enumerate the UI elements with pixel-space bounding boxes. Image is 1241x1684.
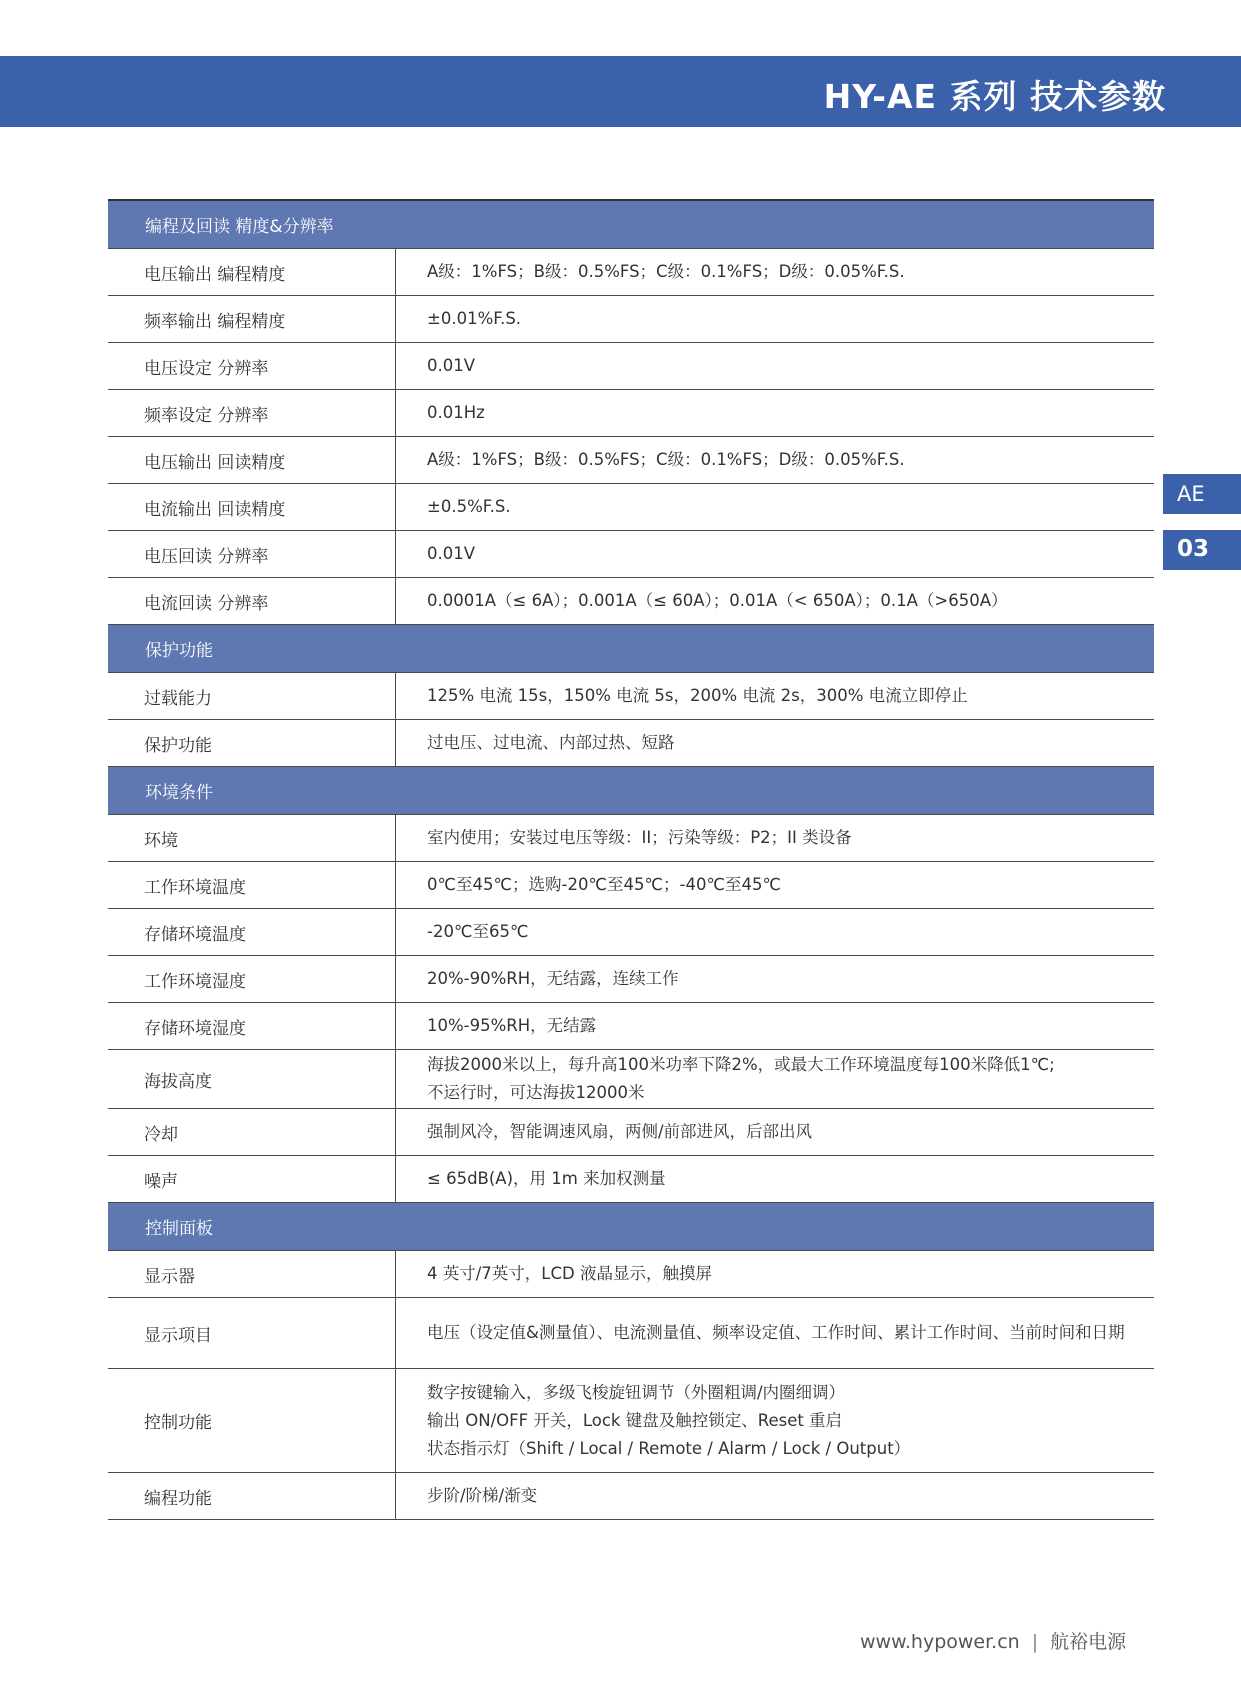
section-title: 环境条件 — [145, 783, 213, 803]
table-row — [108, 1050, 1154, 1109]
row-value — [396, 1156, 1154, 1202]
table-row — [108, 1473, 1154, 1520]
table-row — [108, 720, 1154, 767]
row-value-line: ≤ 65dB(A)，用 1m 来加权测量 — [427, 1169, 666, 1188]
row-value-line: 0.0001A（≤ 6A）；0.001A（≤ 60A）；0.01A（< 650A）；0.1A（>650A） — [427, 591, 1008, 610]
row-value — [396, 1251, 1154, 1297]
table-row — [108, 343, 1154, 390]
table-row — [108, 1109, 1154, 1156]
table-row — [108, 1251, 1154, 1298]
side-tab-series[interactable] — [1163, 474, 1241, 514]
row-value-line: ±0.01%F.S. — [427, 309, 522, 328]
row-value-line: 室内使用；安装过电压等级：II；污染等级：P2；II 类设备 — [427, 828, 852, 847]
row-value — [396, 1003, 1154, 1049]
row-value — [396, 484, 1154, 530]
table-row — [108, 1156, 1154, 1203]
row-value — [396, 1369, 1154, 1472]
row-value — [396, 1050, 1154, 1108]
row-label: 频率设定 分辨率 — [108, 390, 396, 436]
table-row — [108, 249, 1154, 296]
row-value-line: A级：1%FS；B级：0.5%FS；C级：0.1%FS；D级：0.05%F.S. — [427, 262, 905, 281]
row-value — [396, 673, 1154, 719]
row-value-line: 状态指示灯（Shift / Local / Remote / Alarm / Lock / Output） — [427, 1438, 911, 1458]
table-row — [108, 1369, 1154, 1473]
section-header — [108, 201, 1154, 249]
header-banner — [0, 56, 1241, 127]
row-value — [396, 343, 1154, 389]
side-tab-page[interactable] — [1163, 530, 1241, 570]
row-label: 工作环境温度 — [108, 862, 396, 908]
row-value — [396, 249, 1154, 295]
footer-website[interactable]: www.hypower.cn — [860, 1631, 1020, 1653]
row-label: 电流回读 分辨率 — [108, 578, 396, 624]
row-label: 电流输出 回读精度 — [108, 484, 396, 530]
table-row — [108, 531, 1154, 578]
row-value-line: ±0.5%F.S. — [427, 497, 511, 516]
section-header — [108, 1203, 1154, 1251]
row-value — [396, 720, 1154, 766]
row-label: 频率输出 编程精度 — [108, 296, 396, 342]
row-label: 海拔高度 — [108, 1050, 396, 1108]
row-value — [396, 909, 1154, 955]
row-value — [396, 956, 1154, 1002]
row-value-line: 不运行时，可达海拔12000米 — [427, 1083, 645, 1102]
footer-company: 航裕电源 — [1050, 1631, 1127, 1653]
row-label: 冷却 — [108, 1109, 396, 1155]
section-title: 编程及回读 精度&分辨率 — [145, 217, 334, 237]
spec-table — [108, 199, 1154, 1520]
row-label: 噪声 — [108, 1156, 396, 1202]
row-value-line: 强制风冷，智能调速风扇，两侧/前部进风，后部出风 — [427, 1122, 813, 1141]
section-title: 保护功能 — [145, 641, 213, 661]
table-row — [108, 1298, 1154, 1369]
table-row — [108, 815, 1154, 862]
row-value-line: 0℃至45℃；选购-20℃至45℃；-40℃至45℃ — [427, 875, 782, 894]
row-value — [396, 1298, 1154, 1368]
table-row — [108, 956, 1154, 1003]
row-label: 存储环境湿度 — [108, 1003, 396, 1049]
row-label: 保护功能 — [108, 720, 396, 766]
row-value-line: 步阶/阶梯/渐变 — [427, 1486, 538, 1505]
table-row — [108, 296, 1154, 343]
row-value-line: 输出 ON/OFF 开关，Lock 键盘及触控锁定、Reset 重启 — [427, 1410, 843, 1430]
row-value-line: 10%-95%RH，无结露 — [427, 1016, 597, 1035]
table-row — [108, 578, 1154, 625]
row-value — [396, 531, 1154, 577]
section-title: 控制面板 — [145, 1219, 213, 1239]
row-value-line: 海拔2000米以上，每升高100米功率下降2%，或最大工作环境温度每100米降低1℃; — [427, 1055, 1055, 1074]
page-title: HY-AE 系列 技术参数 — [823, 77, 1166, 116]
row-value — [396, 390, 1154, 436]
row-value — [396, 1109, 1154, 1155]
table-row — [108, 484, 1154, 531]
table-row — [108, 390, 1154, 437]
table-row — [108, 673, 1154, 720]
section-header — [108, 625, 1154, 673]
row-label: 显示项目 — [108, 1298, 396, 1368]
row-value-line: 电压（设定值&测量值）、电流测量值、频率设定值、工作时间、累计工作时间、当前时间和日期 — [427, 1323, 1125, 1342]
row-label: 电压设定 分辨率 — [108, 343, 396, 389]
row-label: 控制功能 — [108, 1369, 396, 1472]
table-row — [108, 1003, 1154, 1050]
row-value-line: 4 英寸/7英寸，LCD 液晶显示，触摸屏 — [427, 1264, 712, 1283]
row-value-line: 0.01V — [427, 356, 476, 375]
footer — [860, 1627, 1126, 1654]
row-value-line: -20℃至65℃ — [427, 922, 529, 941]
row-label: 过载能力 — [108, 673, 396, 719]
row-label: 电压输出 编程精度 — [108, 249, 396, 295]
row-label: 工作环境湿度 — [108, 956, 396, 1002]
row-value-line: 20%-90%RH，无结露，连续工作 — [427, 969, 679, 988]
row-label: 电压输出 回读精度 — [108, 437, 396, 483]
row-value — [396, 1473, 1154, 1519]
table-row — [108, 862, 1154, 909]
row-value — [396, 578, 1154, 624]
side-tab-series-label: AE — [1177, 482, 1205, 506]
row-value-line: 125% 电流 15s，150% 电流 5s，200% 电流 2s，300% 电流立即停止 — [427, 686, 968, 705]
footer-separator: | — [1031, 1631, 1039, 1653]
row-label: 编程功能 — [108, 1473, 396, 1519]
row-label: 电压回读 分辨率 — [108, 531, 396, 577]
row-value — [396, 862, 1154, 908]
row-value-line: 0.01Hz — [427, 403, 485, 422]
row-label: 显示器 — [108, 1251, 396, 1297]
row-value-line: 过电压、过电流、内部过热、短路 — [427, 733, 675, 752]
table-row — [108, 437, 1154, 484]
row-value — [396, 815, 1154, 861]
table-row — [108, 909, 1154, 956]
row-label: 环境 — [108, 815, 396, 861]
side-tab-page-label: 03 — [1177, 536, 1210, 562]
row-label: 存储环境温度 — [108, 909, 396, 955]
row-value-line: A级：1%FS；B级：0.5%FS；C级：0.1%FS；D级：0.05%F.S. — [427, 450, 905, 469]
section-header — [108, 767, 1154, 815]
row-value — [396, 296, 1154, 342]
row-value — [396, 437, 1154, 483]
row-value-line: 数字按键输入，多级飞梭旋钮调节（外圈粗调/内圈细调） — [427, 1382, 846, 1402]
row-value-line: 0.01V — [427, 544, 476, 563]
